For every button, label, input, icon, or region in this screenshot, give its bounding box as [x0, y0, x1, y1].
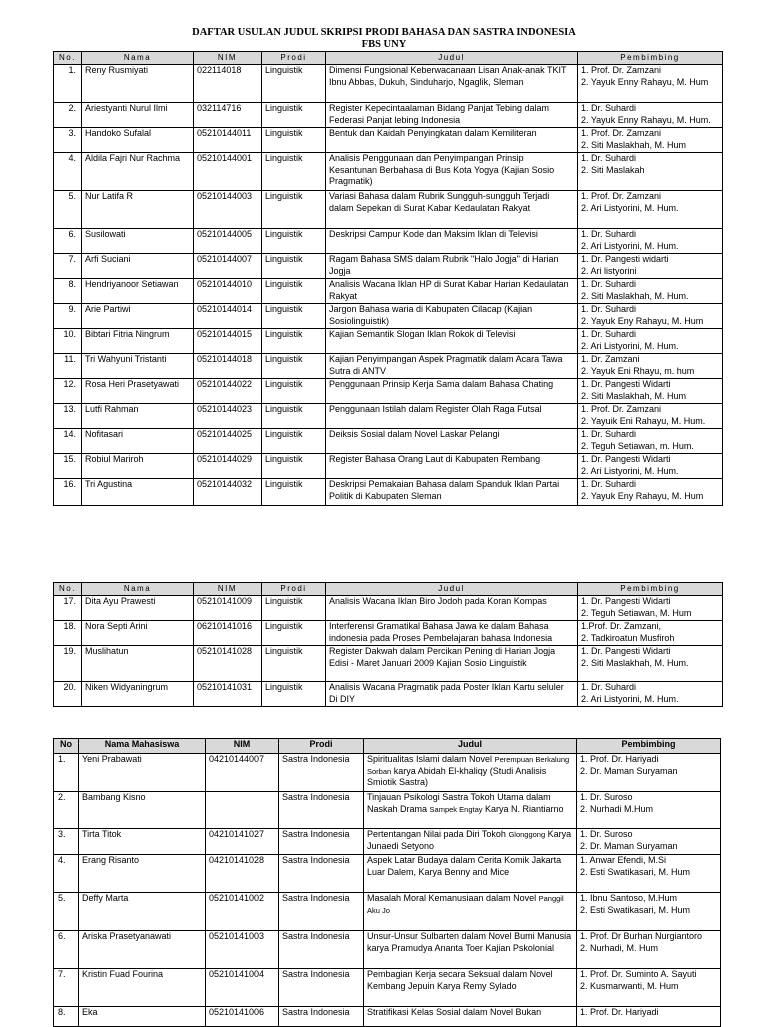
cell-no: 12.	[54, 379, 82, 404]
column-header-judul: Judul	[326, 52, 578, 65]
cell-judul: Penggunaan Istilah dalam Register Olah Raga Futsal	[326, 404, 578, 429]
cell-nama: Yeni Prabawati	[79, 754, 206, 792]
cell-pembimbing	[578, 153, 723, 191]
pembimbing-1: 1. Dr. Zamzani	[581, 354, 640, 364]
cell-no: 2.	[54, 792, 79, 829]
cell-nim: 05210141031	[194, 682, 262, 707]
cell-judul: Deskripsi Pemakaian Bahasa dalam Spanduk Iklan Partai Politik di Kabupaten Sleman	[326, 479, 578, 506]
column-header-nama: Nama	[82, 583, 194, 596]
cell-prodi: Sastra Indonesia	[279, 893, 364, 931]
table-row	[54, 329, 723, 354]
cell-prodi: Linguistik	[262, 404, 326, 429]
cell-no: 15.	[54, 454, 82, 479]
cell-prodi: Linguistik	[262, 65, 326, 103]
pembimbing-2: 2. Siti Maslakhah, M. Hum.	[581, 290, 689, 301]
table-row	[54, 621, 723, 646]
cell-nama: Handoko Sufalal	[82, 128, 194, 153]
table-header-row	[54, 583, 723, 596]
cell-pembimbing	[578, 404, 723, 429]
column-header-no: No	[54, 739, 79, 754]
column-header-judul: Judul	[326, 583, 578, 596]
judul-text: Aspek Latar Budaya dalam Cerita Komik Jakarta Luar Dalem, Karya Benny and Mice	[367, 855, 562, 877]
pembimbing-1: 1. Dr. Suhardi	[581, 279, 637, 289]
cell-pembimbing	[578, 429, 723, 454]
cell-judul: Analisis Wacana Iklan HP di Surat Kabar Harian Kedaulatan Rakyat	[326, 279, 578, 304]
cell-nama: Erang Risanto	[79, 855, 206, 893]
pembimbing-1: 1. Dr. Suhardi	[581, 229, 637, 239]
column-header-prodi: Prodi	[262, 52, 326, 65]
table-row	[54, 191, 723, 229]
cell-nim: 05210141028	[194, 646, 262, 682]
cell-no: 2.	[54, 103, 82, 128]
column-header-nama: Nama	[82, 52, 194, 65]
cell-nama: Aldila Fajri Nur Rachma	[82, 153, 194, 191]
cell-nim: 05210144025	[194, 429, 262, 454]
pembimbing-2: 2. Ari Listyorini, M. Hum.	[581, 202, 679, 213]
cell-nim: 05210141009	[194, 596, 262, 621]
judul-book-title: Sampek Engtay	[429, 804, 483, 814]
pembimbing-1: 1. Prof. Dr. Hariyadi	[580, 1007, 659, 1017]
pembimbing-1: 1. Dr. Suhardi	[581, 103, 637, 113]
column-header-nama: Nama Mahasiswa	[79, 739, 206, 754]
cell-nim: 04210144007	[206, 754, 279, 792]
cell-nama: Niken Widyaningrum	[82, 682, 194, 707]
cell-judul: Analisis Wacana Iklan Biro Jodoh pada Koran Kompas	[326, 596, 578, 621]
table-row	[54, 65, 723, 103]
judul-text: Pembagian Kerja secara Seksual dalam Novel Kembang Jepuin Karya Remy Sylado	[367, 969, 553, 991]
pembimbing-1: 1. Prof. Dr. Zamzani	[581, 191, 662, 201]
judul-text: Karya Junaedi Setyono	[367, 829, 572, 851]
pembimbing-1: 1. Prof. Dr. Hariyadi	[580, 754, 659, 764]
table-row	[54, 304, 723, 329]
cell-no: 8.	[54, 1007, 79, 1027]
cell-nama: Muslihatun	[82, 646, 194, 682]
judul-book-title: Perempuan Berkalung Sorban	[367, 755, 570, 776]
pembimbing-2: 2. Siti Maslakhah, M. Hum.	[581, 657, 689, 668]
cell-nama: Reny Rusmiyati	[82, 65, 194, 103]
cell-pembimbing	[578, 354, 723, 379]
pembimbing-2: 2. Yayuk Eni Rhayu, m. hum	[581, 365, 695, 376]
pembimbing-1: 1.Prof. Dr. Zamzani,	[581, 621, 662, 631]
column-header-pembimbing: Pembimbing	[577, 739, 721, 754]
cell-nim: 022114018	[194, 65, 262, 103]
cell-nim: 05210144015	[194, 329, 262, 354]
cell-nim: 05210141006	[206, 1007, 279, 1027]
cell-nama: Kristin Fuad Fourina	[79, 969, 206, 1007]
cell-nama: Arfi Suciani	[82, 254, 194, 279]
cell-no: 18.	[54, 621, 82, 646]
table-row	[54, 354, 723, 379]
cell-prodi: Linguistik	[262, 128, 326, 153]
table-row	[54, 454, 723, 479]
cell-prodi: Sastra Indonesia	[279, 969, 364, 1007]
pembimbing-1: 1. Dr. Suhardi	[581, 682, 637, 692]
pembimbing-2: 2. Dr. Maman Suryaman	[580, 765, 678, 776]
pembimbing-2: 2. Siti Maslakhah, M. Hum	[581, 390, 687, 401]
cell-nim: 05210144010	[194, 279, 262, 304]
table-row	[54, 479, 723, 506]
cell-pembimbing	[578, 191, 723, 229]
cell-pembimbing	[578, 379, 723, 404]
cell-prodi: Sastra Indonesia	[279, 829, 364, 855]
cell-pembimbing	[577, 855, 721, 893]
cell-nama: Ariska Prasetyanawati	[79, 931, 206, 969]
pembimbing-2: 2. Yayuk Eny Rahayu, M. Hum	[581, 315, 704, 326]
column-header-no: No.	[54, 52, 82, 65]
pembimbing-1: 1. Ibnu Santoso, M.Hum	[580, 893, 678, 903]
cell-nama: Ariestyanti Nurul Ilmi	[82, 103, 194, 128]
table-row	[54, 429, 723, 454]
cell-pembimbing	[577, 829, 721, 855]
column-header-pembimbing: Pembimbing	[578, 583, 723, 596]
pembimbing-1: 1. Dr. Suhardi	[581, 153, 637, 163]
cell-pembimbing	[578, 304, 723, 329]
cell-judul	[364, 969, 577, 1007]
pembimbing-2: 2. Yayuk Enny Rahayu, M. Hum	[581, 76, 709, 87]
cell-no: 14.	[54, 429, 82, 454]
pembimbing-1: 1. Prof. Dr. Zamzani	[581, 128, 662, 138]
cell-judul: Penggunaan Prinsip Kerja Sama dalam Bahasa Chating	[326, 379, 578, 404]
document-subtitle: FBS UNY	[361, 39, 407, 50]
cell-nama: Tri Wahyuni Tristanti	[82, 354, 194, 379]
cell-no: 7.	[54, 969, 79, 1007]
cell-nim: 05210141002	[206, 893, 279, 931]
cell-no: 6.	[54, 229, 82, 254]
cell-nim: 05210144029	[194, 454, 262, 479]
cell-judul: Variasi Bahasa dalam Rubrik Sungguh-sungguh Terjadi dalam Sepekan di Surat Kabar Kedaulatan Rakyat	[326, 191, 578, 229]
cell-judul	[364, 829, 577, 855]
cell-judul	[364, 931, 577, 969]
judul-text: Karya N. Riantiarno	[485, 803, 564, 814]
cell-no: 1.	[54, 754, 79, 792]
pembimbing-1: 1. Dr. Pangesti Widarti	[581, 596, 671, 606]
pembimbing-2: 2. Esti Swatikasari, M. Hum	[580, 866, 691, 877]
cell-prodi: Sastra Indonesia	[279, 792, 364, 829]
cell-no: 17.	[54, 596, 82, 621]
judul-text: Masalah Moral Kemanusiaan dalam Novel	[367, 893, 537, 903]
cell-nim: 05210144001	[194, 153, 262, 191]
judul-book-title: Glonggong	[508, 830, 546, 839]
judul-text: Pertentangan Nilai pada Diri Tokoh	[367, 829, 506, 839]
cell-prodi: Linguistik	[262, 379, 326, 404]
cell-no: 16.	[54, 479, 82, 506]
pembimbing-1: 1. Prof. Dr. Zamzani	[581, 65, 662, 75]
pembimbing-1: 1. Anwar Efendi, M.Si	[580, 855, 667, 865]
cell-prodi: Sastra Indonesia	[279, 754, 364, 792]
pembimbing-2: 2. Dr. Maman Suryaman	[580, 840, 678, 851]
cell-no: 5.	[54, 191, 82, 229]
cell-judul: Deiksis Sosial dalam Novel Laskar Pelangi	[326, 429, 578, 454]
cell-judul: Dimensi Fungsional Keberwacanaan Lisan Anak-anak TKIT Ibnu Abbas, Dukuh, Sinduharjo, Ngaglik, Sleman	[326, 65, 578, 103]
table-header-row	[54, 739, 721, 754]
cell-prodi: Linguistik	[262, 304, 326, 329]
document-title: DAFTAR USULAN JUDUL SKRIPSI PRODI BAHASA DAN SASTRA INDONESIA	[192, 27, 576, 38]
pembimbing-1: 1. Dr. Suhardi	[581, 429, 637, 439]
cell-no: 5.	[54, 893, 79, 931]
table-row	[54, 931, 721, 969]
table-row	[54, 792, 721, 829]
cell-judul: Interferensi Gramatikal Bahasa Jawa ke dalam Bahasa indonesia pada Proses Pembelajaran bahasa Indonesia	[326, 621, 578, 646]
cell-nama: Susilowati	[82, 229, 194, 254]
pembimbing-2: 2. Nurhadi, M. Hum	[580, 942, 659, 953]
table-row	[54, 128, 723, 153]
cell-nim: 05210144007	[194, 254, 262, 279]
cell-nama: Bambang Kisno	[79, 792, 206, 829]
cell-nim: 05210141003	[206, 931, 279, 969]
cell-nama: Robiul Mariroh	[82, 454, 194, 479]
cell-judul	[364, 855, 577, 893]
pembimbing-1: 1. Prof. Dr. Suminto A. Sayuti	[580, 969, 697, 979]
cell-no: 3.	[54, 128, 82, 153]
cell-pembimbing	[578, 128, 723, 153]
pembimbing-2: 2. Teguh Setiawan, M. Hum	[581, 607, 692, 618]
table-row	[54, 254, 723, 279]
pembimbing-1: 1. Dr. Suroso	[580, 829, 633, 839]
pembimbing-1: 1. Dr. Pangesti Widarti	[581, 646, 671, 656]
cell-judul: Kajian Penyimpangan Aspek Pragmatik dalam Acara Tawa Sutra di ANTV	[326, 354, 578, 379]
cell-no: 7.	[54, 254, 82, 279]
cell-prodi: Linguistik	[262, 254, 326, 279]
pembimbing-1: 1. Dr. Suhardi	[581, 329, 637, 339]
judul-text: Spiritualitas Islami dalam Novel	[367, 754, 493, 764]
cell-pembimbing	[578, 646, 723, 682]
pembimbing-2: 2. Ari listyorini	[581, 265, 637, 276]
table-row	[54, 754, 721, 792]
cell-no: 20.	[54, 682, 82, 707]
cell-prodi: Linguistik	[262, 329, 326, 354]
cell-no: 6.	[54, 931, 79, 969]
table-row	[54, 969, 721, 1007]
cell-judul: Register Kepecintaalaman Bidang Panjat Tebing dalam Federasi Panjat lebing Indonesia	[326, 103, 578, 128]
cell-no: 9.	[54, 304, 82, 329]
cell-prodi: Linguistik	[262, 479, 326, 506]
cell-judul: Analisis Penggunaan dan Penyimpangan Prinsip Kesantunan Berbahasa di Bus Kota Yogya (Kajian Sosio Pragmatik)	[326, 153, 578, 191]
pembimbing-2: 2. Teguh Setiawan, m. Hum.	[581, 440, 694, 451]
cell-nim: 05210144023	[194, 404, 262, 429]
cell-no: 4.	[54, 855, 79, 893]
table-row	[54, 855, 721, 893]
judul-text: Tinjauan Psikologi Sastra Tokoh Utama dalam Naskah Drama	[367, 792, 551, 814]
cell-prodi: Linguistik	[262, 454, 326, 479]
cell-pembimbing	[577, 754, 721, 792]
cell-pembimbing	[578, 65, 723, 103]
pembimbing-2: 2. Ari Listyorini, M. Hum.	[581, 340, 679, 351]
pembimbing-1: 1. Dr. Pangesti widarti	[581, 254, 669, 264]
cell-pembimbing	[577, 931, 721, 969]
table-row	[54, 596, 723, 621]
table-row	[54, 829, 721, 855]
cell-nim: 05210144022	[194, 379, 262, 404]
cell-nama: Nofitasari	[82, 429, 194, 454]
cell-pembimbing	[578, 279, 723, 304]
table-linguistik-1	[53, 51, 723, 506]
judul-book-title: Panggil Aku Jo	[367, 894, 564, 915]
cell-nim: 05210141004	[206, 969, 279, 1007]
cell-pembimbing	[578, 103, 723, 128]
table-row	[54, 279, 723, 304]
pembimbing-1: 1. Prof. Dr. Zamzani	[581, 404, 662, 414]
cell-pembimbing	[577, 792, 721, 829]
cell-judul: Ragam Bahasa SMS dalam Rubrik "Halo Jogja" di Harian Jogja	[326, 254, 578, 279]
cell-judul: Analisis Wacana Pragmatik pada Poster Iklan Kartu seluler Di DIY	[326, 682, 578, 707]
cell-prodi: Sastra Indonesia	[279, 1007, 364, 1027]
cell-pembimbing	[577, 893, 721, 931]
cell-nim	[206, 792, 279, 829]
cell-nama: Tirta Titok	[79, 829, 206, 855]
pembimbing-2: 2. Siti Maslakhah, M. Hum	[581, 139, 687, 150]
cell-prodi: Linguistik	[262, 682, 326, 707]
cell-nama: Hendriyanoor Setiawan	[82, 279, 194, 304]
table-row	[54, 103, 723, 128]
column-header-judul: Judul	[364, 739, 577, 754]
cell-nim: 04210141027	[206, 829, 279, 855]
table-row	[54, 229, 723, 254]
column-header-nim: NIM	[194, 583, 262, 596]
cell-no: 3.	[54, 829, 79, 855]
cell-prodi: Linguistik	[262, 229, 326, 254]
column-header-pembimbing: Pembimbing	[578, 52, 723, 65]
cell-nim: 05210144003	[194, 191, 262, 229]
table-row	[54, 646, 723, 682]
pembimbing-1: 1. Dr. Suroso	[580, 792, 633, 802]
table-row	[54, 404, 723, 429]
cell-nim: 032114716	[194, 103, 262, 128]
pembimbing-2: 2. Nurhadi M.Hum	[580, 803, 654, 814]
pembimbing-1: 1. Dr. Pangesti Widarti	[581, 379, 671, 389]
cell-judul: Register Bahasa Orang Laut di Kabupaten Rembang	[326, 454, 578, 479]
cell-nama: Eka	[79, 1007, 206, 1027]
cell-judul: Register Dakwah dalam Percikan Pening di Harian Jogja Edisi - Maret Januari 2009 Kajian Sosio Linguistik	[326, 646, 578, 682]
pembimbing-1: 1. Dr. Suhardi	[581, 479, 637, 489]
table-row	[54, 893, 721, 931]
cell-nim: 05210144032	[194, 479, 262, 506]
table-sastra	[53, 738, 721, 1027]
pembimbing-2: 2. Tadkiroatun Musfiroh	[581, 632, 675, 643]
cell-no: 19.	[54, 646, 82, 682]
pembimbing-2: 2. Ari Listyorini, M. Hum.	[581, 693, 679, 704]
pembimbing-2: 2. Yayuik Eni Rahayu, M. Hum.	[581, 415, 706, 426]
cell-prodi: Linguistik	[262, 621, 326, 646]
cell-prodi: Linguistik	[262, 279, 326, 304]
cell-pembimbing	[578, 479, 723, 506]
cell-pembimbing	[578, 682, 723, 707]
pembimbing-1: 1. Prof. Dr Burhan Nurgiantoro	[580, 931, 703, 941]
table-linguistik-2	[53, 582, 723, 707]
pembimbing-2: 2. Yayuk Eny Rahayu, M. Hum	[581, 490, 704, 501]
cell-nim: 06210141016	[194, 621, 262, 646]
pembimbing-2: 2. Esti Swatikasari, M. Hum	[580, 904, 691, 915]
cell-judul: Bentuk dan Kaidah Penyingkatan dalam Kemiliteran	[326, 128, 578, 153]
cell-pembimbing	[578, 254, 723, 279]
cell-pembimbing	[578, 621, 723, 646]
cell-pembimbing	[578, 229, 723, 254]
pembimbing-2: 2. Yayuk Enny Rahayu, M. Hum.	[581, 114, 711, 125]
cell-no: 8.	[54, 279, 82, 304]
cell-nim: 05210144014	[194, 304, 262, 329]
cell-nama: Nur Latifa R	[82, 191, 194, 229]
column-header-prodi: Prodi	[279, 739, 364, 754]
cell-prodi: Linguistik	[262, 354, 326, 379]
cell-pembimbing	[577, 969, 721, 1007]
table-header-row	[54, 52, 723, 65]
pembimbing-1: 1. Dr. Suhardi	[581, 304, 637, 314]
pembimbing-2: 2. Kusmarwanti, M. Hum	[580, 980, 679, 991]
cell-nim: 05210144011	[194, 128, 262, 153]
cell-pembimbing	[578, 454, 723, 479]
cell-nim: 05210144005	[194, 229, 262, 254]
cell-no: 11.	[54, 354, 82, 379]
judul-text: Unsur-Unsur Sulbarten dalam Novel Bumi Manusia karya Pramudya Ananta Toer Kajian Pskolonial	[367, 931, 572, 953]
cell-prodi: Linguistik	[262, 153, 326, 191]
column-header-nim: NIM	[194, 52, 262, 65]
cell-judul	[364, 792, 577, 829]
cell-judul: Jargon Bahasa waria di Kabupaten Cilacap (Kajian Sosiolinguistik)	[326, 304, 578, 329]
cell-prodi: Linguistik	[262, 191, 326, 229]
cell-nama: Dita Ayu Prawesti	[82, 596, 194, 621]
cell-judul	[364, 754, 577, 792]
cell-prodi: Sastra Indonesia	[279, 931, 364, 969]
cell-no: 4.	[54, 153, 82, 191]
cell-no: 1.	[54, 65, 82, 103]
cell-no: 10.	[54, 329, 82, 354]
cell-nama: Lutfi Rahman	[82, 404, 194, 429]
judul-text: Stratifikasi Kelas Sosial dalam Novel Bukan	[367, 1007, 542, 1017]
pembimbing-2: 2. Ari Listyorini, M. Hum.	[581, 465, 679, 476]
table-row	[54, 153, 723, 191]
cell-prodi: Sastra Indonesia	[279, 855, 364, 893]
cell-nama: Arie Partiwi	[82, 304, 194, 329]
cell-judul	[364, 893, 577, 931]
cell-pembimbing	[578, 596, 723, 621]
cell-judul: Kajian Semantik Slogan Iklan Rokok di Televisi	[326, 329, 578, 354]
cell-prodi: Linguistik	[262, 429, 326, 454]
pembimbing-2: 2. Siti Maslakah	[581, 164, 645, 175]
cell-nim: 04210141028	[206, 855, 279, 893]
cell-nama: Rosa Heri Prasetyawati	[82, 379, 194, 404]
table-row	[54, 682, 723, 707]
cell-judul: Deskripsi Campur Kode dan Maksim Iklan di Televisi	[326, 229, 578, 254]
cell-prodi: Linguistik	[262, 596, 326, 621]
cell-nim: 05210144018	[194, 354, 262, 379]
column-header-prodi: Prodi	[262, 583, 326, 596]
cell-nama: Tri Agustina	[82, 479, 194, 506]
pembimbing-2: 2. Ari Listyorini, M. Hum.	[581, 240, 679, 251]
cell-prodi: Linguistik	[262, 646, 326, 682]
judul-text: karya Abidah El-khaliqy (Studi Analisis Smiotik Sastra)	[367, 765, 547, 787]
cell-nama: Bibtari Fitria Ningrum	[82, 329, 194, 354]
table-row	[54, 379, 723, 404]
cell-nama: Nora Septi Arini	[82, 621, 194, 646]
cell-no: 13.	[54, 404, 82, 429]
column-header-nim: NIM	[206, 739, 279, 754]
cell-nama: Deffy Marta	[79, 893, 206, 931]
column-header-no: No.	[54, 583, 82, 596]
cell-pembimbing	[578, 329, 723, 354]
cell-prodi: Linguistik	[262, 103, 326, 128]
pembimbing-1: 1. Dr. Pangesti Widarti	[581, 454, 671, 464]
